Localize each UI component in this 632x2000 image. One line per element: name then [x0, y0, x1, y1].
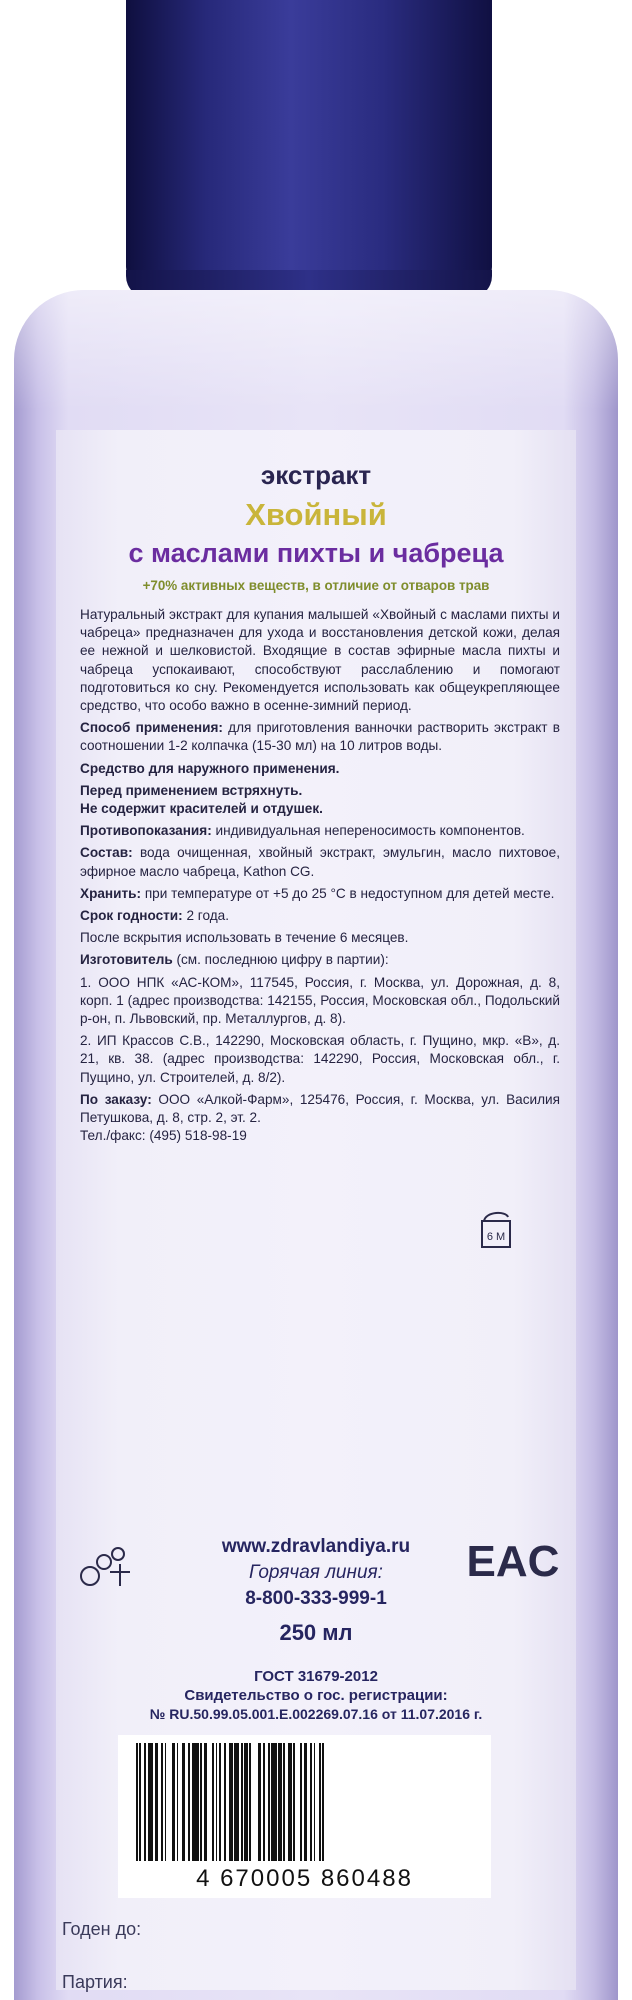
eac-mark-text: EAC — [466, 1537, 560, 1586]
website: www.zdravlandiya.ru — [221, 1536, 411, 1557]
volume: 250 мл — [279, 1620, 353, 1645]
shelf-life: Срок годности: 2 года. — [80, 908, 229, 924]
registration-label: Свидетельство о гос. регистрации: — [184, 1687, 448, 1704]
pao-6m-icon — [474, 1207, 518, 1251]
usage-text: для приготовления ванночки растворить экстракт в соотношении 1-2 колпачка (15-30 мл) на 10 литров воды. — [80, 720, 560, 754]
description: Натуральный экстракт для купания малышей «Хвойный с маслами пихты и чабреца» предназначен для ухода и восстановления детской кожи, делая ее нежной и шелковистой. Входящие в состав эфирные масла пихты и чабреца успокаивают, способствуют расслаблению и помогают подготовиться ко сну. Рекомендуется использовать как общеукрепляющее средство, что особо важно в осенне-зимний период. — [80, 607, 560, 714]
contraindications: Противопоказания: индивидуальная непереносимость компонентов. — [80, 823, 525, 839]
gost: ГОСТ 31679-2012 — [254, 1668, 378, 1685]
manufacturer: Изготовитель (см. последнюю цифру в партии): — [80, 952, 389, 968]
batch-field: Партия: — [62, 1972, 128, 1992]
registration-number: № RU.50.99.05.001.Е.002269.07.16 от 11.07.2016 г. — [149, 1706, 483, 1722]
bottle-shoulder-highlight — [14, 290, 618, 410]
composition: Состав: вода очищенная, хвойный экстракт, эмульгин, масло пихтовое, эфирное масло чабреца, Kathon CG. — [80, 845, 560, 879]
storage: Хранить: при температуре от +5 до 25 °С в недоступном для детей месте. — [80, 885, 555, 901]
product-name: Хвойный — [245, 497, 387, 532]
hotline-phone: 8-800-333-999-1 — [245, 1588, 387, 1609]
product-type: экстракт — [260, 460, 372, 490]
tel-fax: Тел./факс: (495) 518-98-19 — [80, 1128, 247, 1144]
active-claim: +70% активных веществ, в отличие от отваров трав — [142, 578, 490, 593]
note-shake: Перед применением встряхнуть. — [80, 782, 303, 798]
after-opening: После вскрытия использовать в течение 6 месяцев. — [80, 930, 409, 946]
note-external: Средство для наружного применения. — [80, 760, 340, 776]
label-text-block — [80, 606, 560, 1149]
usage-label: Способ применения: — [80, 720, 223, 736]
eac-mark-icon — [466, 1534, 560, 1586]
usage-paragraph — [80, 719, 560, 755]
manufacturer-1: 1. ООО НПК «АС-КОМ», 117545, Россия, г. Москва, ул. Дорожная, д. 8, корп. 1 (адрес производства: 142155, Россия, Московская обл., Подольский р-он, п. Львовский, пр. Металлургов, д. 8). — [80, 974, 560, 1027]
product-subtitle: с маслами пихты и чабреца — [128, 538, 504, 568]
manufacturer-2: 2. ИП Крассов С.В., 142290, Московская область, г. Пущино, мкр. «В», д. 21, кв. 38. (адрес производства: 142290, Россия, Московская обл., г. Пущино, ул. Строителей, д. 8/2). — [80, 1033, 560, 1085]
bottle-cap — [126, 0, 492, 285]
note-no-dyes: Не содержит красителей и отдушек. — [80, 801, 323, 817]
hotline-label: Горячая линия: — [249, 1562, 383, 1583]
barcode-digits: 4 670005 860488 — [196, 1865, 413, 1892]
expiry-field: Годен до: — [62, 1919, 142, 1939]
barcode-bars — [136, 1743, 474, 1861]
barcode — [118, 1735, 491, 1898]
ordered-by: По заказу: ООО «Алкой-Фарм», 125476, Россия, г. Москва, ул. Василия Петушкова, д. 8, стр. 2, эт. 2. — [80, 1091, 560, 1126]
pao-6m-label: 6 M — [486, 1231, 506, 1243]
